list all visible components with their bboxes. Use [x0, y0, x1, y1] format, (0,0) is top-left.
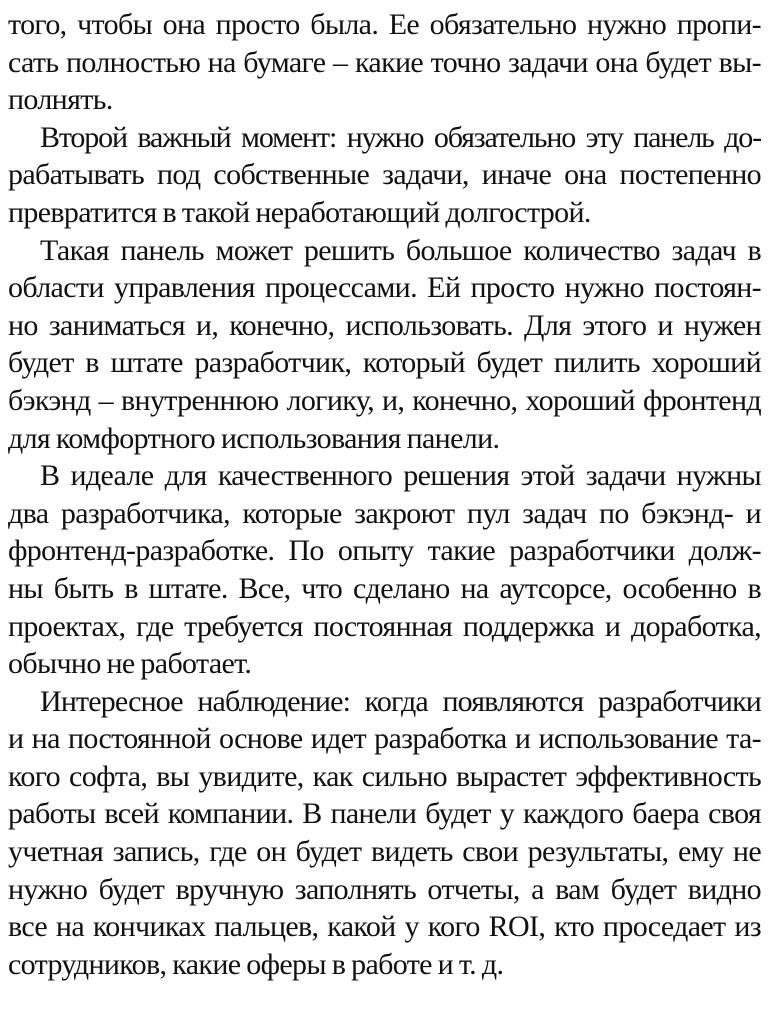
text-line: учетная запись, где он будет видеть свои результаты, ему не [8, 835, 761, 869]
text-line: Второй важный момент: нужно обязательно эту панель до- [40, 120, 761, 154]
text-line: полнять. [8, 83, 113, 117]
document-page [8, 6, 761, 983]
text-line: два разработчика, которые закроют пул задач по бэкэнд- и [8, 496, 761, 530]
paragraph-2 [8, 119, 761, 232]
text-line: В идеале для качественного решения этой задачи нужны [40, 459, 761, 493]
text-line: нужно будет вручную заполнять отчеты, а вам будет видно [8, 872, 761, 906]
paragraph-5 [8, 683, 761, 984]
text-line: для комфортного использования панели. [8, 421, 500, 455]
text-line: превратится в такой неработающий долгострой. [8, 195, 591, 229]
text-line: фронтенд-разработке. По опыту такие разработчики долж- [8, 534, 761, 568]
text-line: Интересное наблюдение: когда появляются разработчики [40, 684, 761, 718]
text-line: но заниматься и, конечно, использовать. Для этого и нужен [8, 308, 761, 342]
text-line: рабатывать под собственные задачи, иначе она постепенно [8, 158, 761, 192]
text-line: Такая панель может решить большое количество задач в [40, 233, 761, 267]
text-line: и на постоянной основе идет разработка и использование та- [8, 722, 761, 756]
text-line: проектах, где требуется постоянная поддержка и доработка, [8, 609, 761, 643]
text-line: будет в штате разработчик, который будет пилить хороший [8, 346, 761, 380]
text-line: работы всей компании. В панели будет у каждого баера своя [8, 797, 761, 831]
text-line: кого софта, вы увидите, как сильно вырастет эффективность [8, 759, 761, 793]
text-line: области управления процессами. Ей просто нужно постоян- [8, 271, 761, 305]
text-line: сотрудников, какие оферы в работе и т. д. [8, 947, 504, 981]
text-line: бэкэнд – внутреннюю логику, и, конечно, хороший фронтенд [8, 383, 761, 417]
text-line: все на кончиках пальцев, какой у кого ROI, кто проседает из [8, 910, 761, 944]
text-line: сать полностью на бумаге – какие точно задачи она будет вы- [8, 45, 761, 79]
paragraph-1 [8, 6, 761, 119]
paragraph-3 [8, 232, 761, 458]
text-line: обычно не работает. [8, 647, 252, 681]
text-line: того, чтобы она просто была. Ее обязательно нужно пропи- [8, 8, 761, 41]
text-line: ны быть в штате. Все, что сделано на аутсорсе, особенно в [8, 571, 761, 605]
paragraph-4 [8, 457, 761, 683]
